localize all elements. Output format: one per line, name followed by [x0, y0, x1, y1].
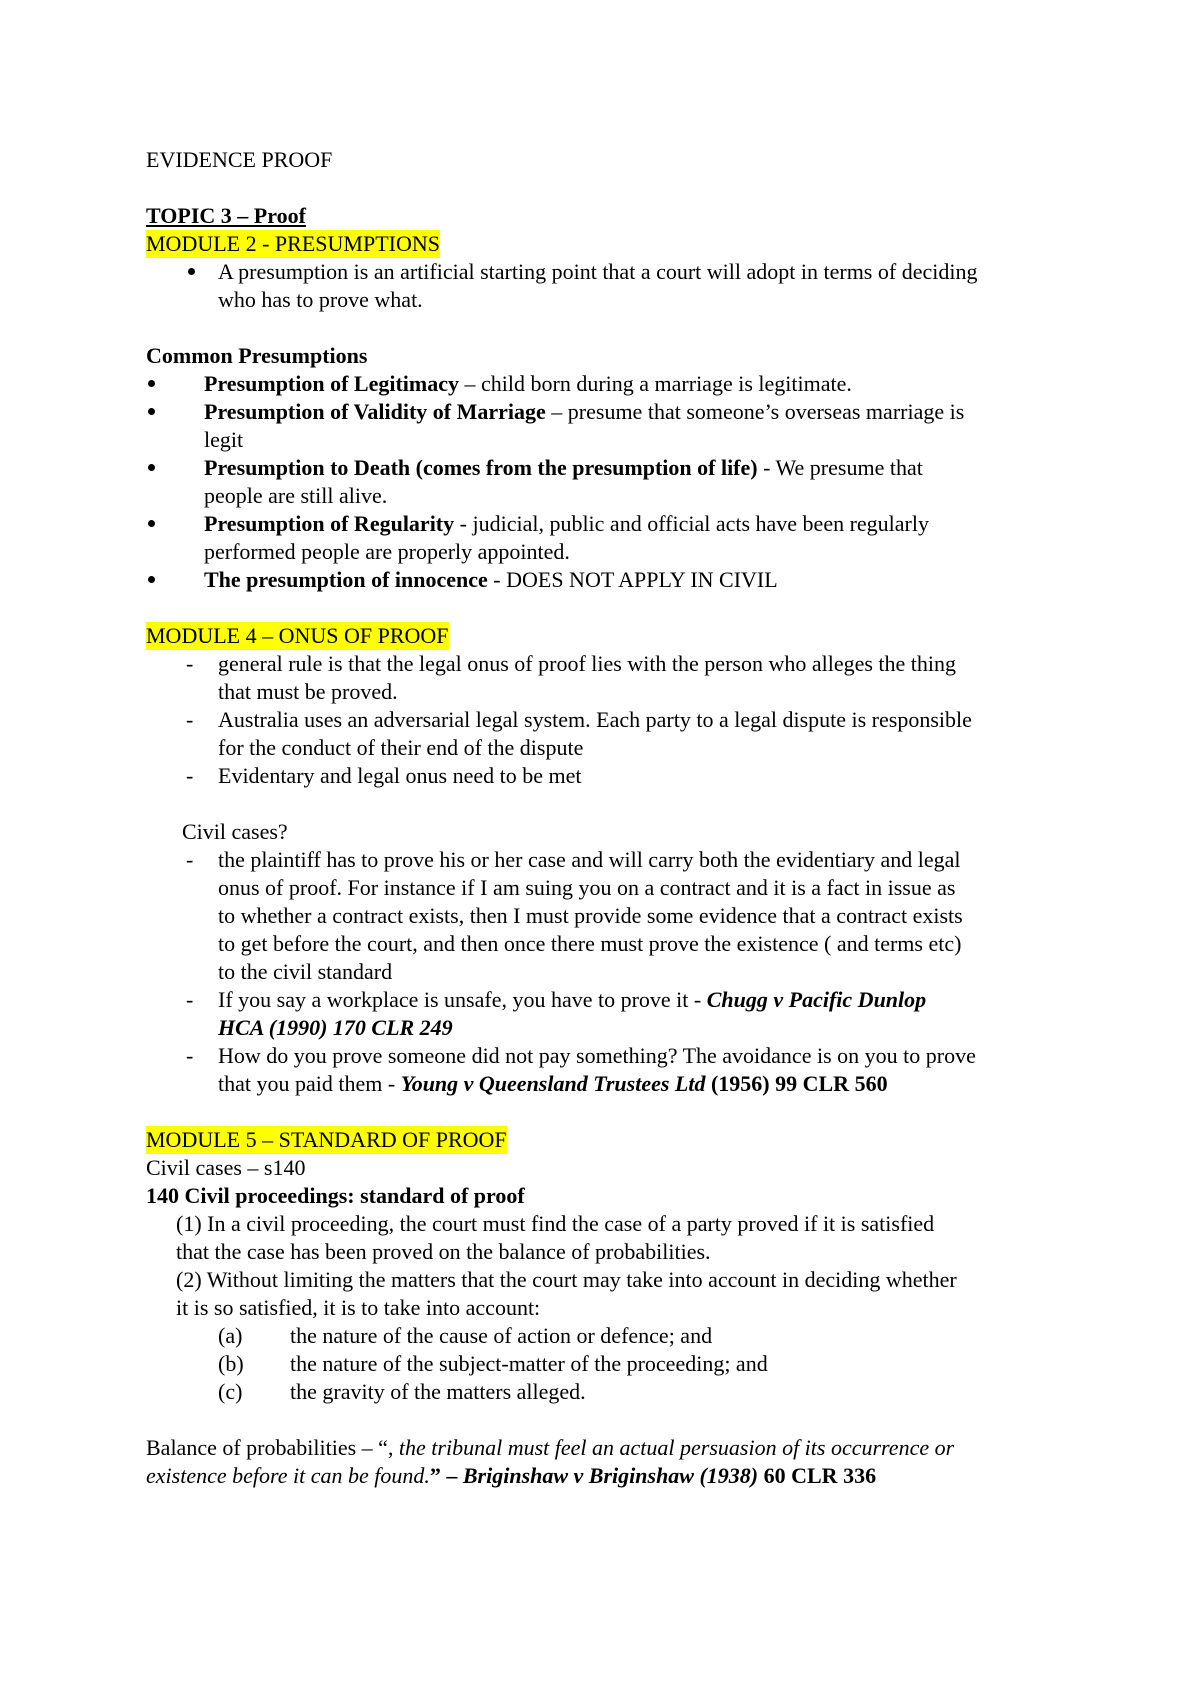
onus-point: Evidentary and legal onus need to be met [218, 763, 582, 788]
case-reference: (1956) 99 CLR 560 [705, 1071, 888, 1096]
presumption-item [204, 398, 964, 426]
paragraph-text: the gravity of the matters alleged. [290, 1379, 586, 1404]
bullet-icon [148, 464, 155, 471]
presumption-text: - DOES NOT APPLY IN CIVIL [487, 567, 778, 592]
case-citation: HCA (1990) 170 CLR 249 [218, 1015, 453, 1040]
balance-quote: , the tribunal must feel an actual persuasion of its occurrence or [387, 1435, 955, 1460]
presumption-item [204, 454, 923, 482]
bullet-icon [148, 380, 155, 387]
presumption-continuation: performed people are properly appointed. [204, 539, 570, 564]
paragraph-label: (a) [218, 1323, 243, 1348]
onus-point: for the conduct of their end of the dispute [218, 735, 584, 760]
section-140-title: 140 Civil proceedings: standard of proof [146, 1183, 525, 1208]
module2-bullet-line1: A presumption is an artificial starting point that a court will adopt in terms of deciding [218, 259, 978, 284]
presumption-text: – presume that someone’s overseas marriage is [545, 399, 965, 424]
civil-point: to get before the court, and then once there must prove the existence ( and terms etc) [218, 931, 962, 956]
civil-cases-section: Civil cases – s140 [146, 1155, 306, 1180]
civil-point: onus of proof. For instance if I am suing you on a contract and it is a fact in issue as [218, 875, 956, 900]
common-presumptions-heading: Common Presumptions [146, 343, 368, 368]
onus-point: general rule is that the legal onus of proof lies with the person who alleges the thing [218, 651, 957, 676]
subsection-1: that the case has been proved on the balance of probabilities. [176, 1239, 711, 1264]
module2-heading: MODULE 2 - PRESUMPTIONS [146, 231, 440, 256]
civil-point [218, 986, 926, 1014]
dash-marker: - [186, 651, 194, 676]
balance-of-probabilities [146, 1434, 954, 1462]
subsection-2: (2) Without limiting the matters that the court may take into account in deciding whether [176, 1267, 957, 1292]
presumption-name: Presumption of Regularity [204, 511, 455, 536]
presumption-text: - judicial, public and official acts have been regularly [454, 511, 929, 536]
presumption-item [204, 370, 852, 398]
dash-marker: - [186, 763, 194, 788]
presumption-name: Presumption of Validity of Marriage [204, 399, 546, 424]
dash-marker: - [186, 707, 194, 732]
presumption-item [204, 510, 929, 538]
civil-point: How do you prove someone did not pay something? The avoidance is on you to prove [218, 1043, 976, 1068]
presumption-name: The presumption of innocence [204, 567, 488, 592]
module4-heading: MODULE 4 – ONUS OF PROOF [146, 623, 449, 648]
civil-point: the plaintiff has to prove his or her case and will carry both the evidentiary and legal [218, 847, 961, 872]
bullet-icon [148, 408, 155, 415]
balance-dash: ” – [429, 1463, 463, 1488]
case-reference: 60 CLR 336 [758, 1463, 877, 1488]
civil-point: to the civil standard [218, 959, 393, 984]
onus-point: Australia uses an adversarial legal system. Each party to a legal dispute is responsible [218, 707, 972, 732]
paragraph-label: (b) [218, 1351, 244, 1376]
dash-marker: - [186, 987, 194, 1012]
civil-cases-label: Civil cases? [182, 819, 288, 844]
paragraph-text: the nature of the cause of action or defence; and [290, 1323, 713, 1348]
case-citation: Young v Queensland Trustees Ltd [400, 1071, 706, 1096]
document-title: EVIDENCE PROOF [146, 147, 333, 172]
case-citation: Briginshaw v Briginshaw (1938) [462, 1463, 759, 1488]
subsection-1: (1) In a civil proceeding, the court must find the case of a party proved if it is satisfied [176, 1211, 935, 1236]
presumption-name: Presumption to Death (comes from the presumption of life) [204, 455, 758, 480]
bullet-icon [148, 520, 155, 527]
civil-point [218, 1070, 888, 1098]
module5-heading: MODULE 5 – STANDARD OF PROOF [146, 1127, 507, 1152]
balance-prefix: Balance of probabilities – “ [146, 1435, 388, 1460]
subsection-2: it is so satisfied, it is to take into account: [176, 1295, 541, 1320]
civil-point: to whether a contract exists, then I must provide some evidence that a contract exists [218, 903, 963, 928]
presumption-continuation: people are still alive. [204, 483, 388, 508]
bullet-icon [148, 576, 155, 583]
presumption-continuation: legit [204, 427, 244, 452]
dash-marker: - [186, 847, 194, 872]
presumption-text: – child born during a marriage is legitimate. [459, 371, 852, 396]
balance-of-probabilities [146, 1462, 876, 1490]
presumption-name: Presumption of Legitimacy [204, 371, 460, 396]
presumption-text: - We presume that [757, 455, 923, 480]
balance-quote: existence before it can be found. [146, 1463, 430, 1488]
topic-heading: TOPIC 3 – Proof [146, 203, 306, 228]
civil-point-text: that you paid them - [218, 1071, 401, 1096]
paragraph-label: (c) [218, 1379, 243, 1404]
dash-marker: - [186, 1043, 194, 1068]
onus-point: that must be proved. [218, 679, 398, 704]
module2-bullet-line2: who has to prove what. [218, 287, 423, 312]
case-citation: Chugg v Pacific Dunlop [706, 987, 927, 1012]
presumption-item [204, 566, 778, 594]
civil-point-text: If you say a workplace is unsafe, you have to prove it - [218, 987, 707, 1012]
paragraph-text: the nature of the subject-matter of the proceeding; and [290, 1351, 768, 1376]
bullet-icon [188, 268, 195, 275]
